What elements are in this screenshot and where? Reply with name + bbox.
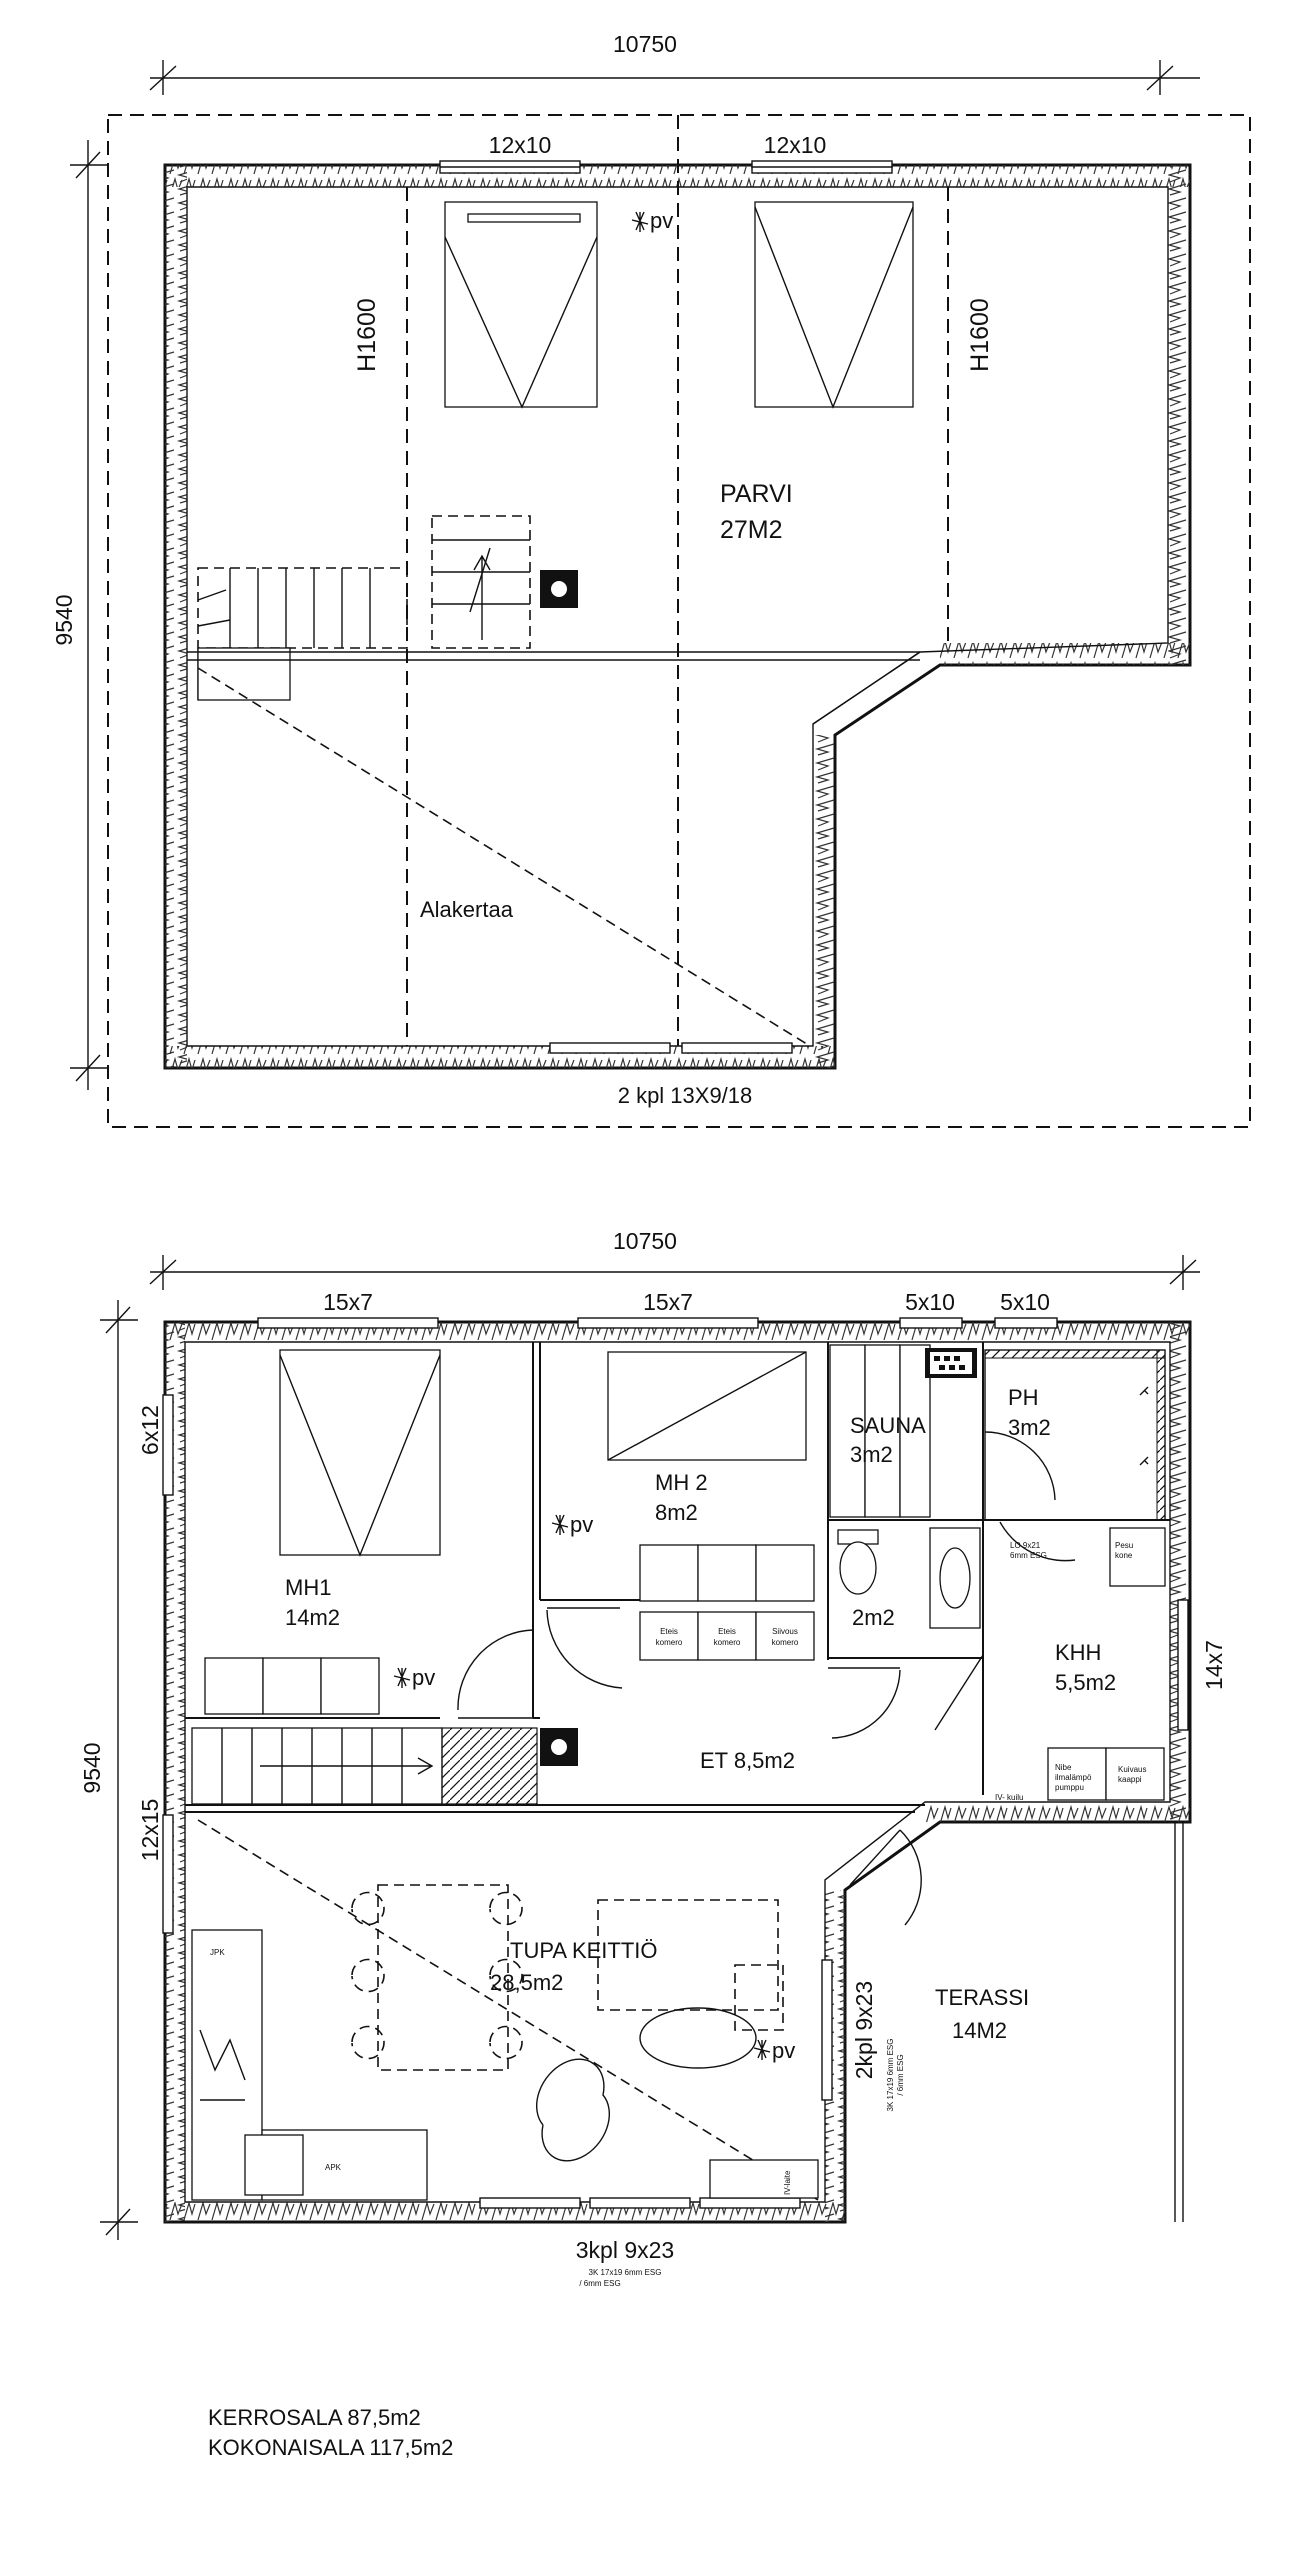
bed-mh1 [280,1350,440,1555]
closet-3-label-b: komero [771,1638,799,1647]
window-top-4 [995,1318,1057,1328]
window-bottom-2 [590,2198,690,2208]
window-terrace [822,1960,832,2100]
upper-floor-plan [51,31,1250,1127]
open-below-label: Alakertaa [420,897,513,922]
nibe-label-a: Nibe [1055,1763,1072,1772]
upper-bottom-window-label: 2 kpl 13X9/18 [617,1083,753,1108]
window-bottom-size: 3kpl 9x23 [575,2237,675,2263]
window-top-2-size: 15x7 [643,1289,693,1315]
window-top-3 [900,1318,962,1328]
closet-2-label-a: Eteis [718,1627,736,1636]
upper-depth-dimension: 9540 [51,594,77,646]
window-terrace-note-1: 3K 17x19 6mm ESG [886,2038,895,2112]
room-area-parvi: 27M2 [720,516,783,544]
room-area-mh2: 8m2 [655,1500,698,1525]
sauna-stove-icon [925,1348,977,1378]
chimney-ground [540,1728,578,1766]
room-area-wc: 2m2 [852,1605,895,1630]
pv-label-tupa: pv [772,2038,796,2063]
upper-window-right [752,161,892,173]
window-top-3-size: 5x10 [905,1289,955,1315]
pv-label-upper: pv [650,208,674,233]
room-name-et: ET 8,5m2 [700,1748,795,1773]
height-label-left: H1600 [353,298,381,372]
lo-label-b: 6mm ESG [1010,1551,1047,1560]
wardrobe-mh2 [640,1545,814,1601]
upper-window-left-size: 12x10 [488,132,552,158]
upper-window-right-size: 12x10 [763,132,827,158]
pesu-label-b: kone [1115,1551,1133,1560]
window-left-bottom [163,1815,173,1933]
room-area-khh: 5,5m2 [1055,1670,1117,1695]
bed-right [755,202,913,407]
window-right [1178,1600,1188,1730]
ground-stairs [192,1728,537,1804]
closet-3-label-a: Siivous [772,1627,798,1636]
ground-floor-plan [79,1228,1227,2288]
bed-left [445,202,597,407]
hall-closets [640,1612,814,1660]
nibe-label-b: ilmalämpö [1055,1773,1092,1782]
iv-shaft-label: IV- kuilu [995,1793,1024,1802]
wardrobe-mh1 [205,1658,379,1714]
total-kerrosala: KERROSALA 87,5m2 [208,2405,421,2430]
window-top-4-size: 5x10 [1000,1289,1050,1315]
window-bottom-note-1: 3K 17x19 6mm ESG [588,2268,662,2277]
room-name-mh2: MH 2 [655,1470,708,1495]
window-bottom-note-2: / 6mm ESG [579,2279,621,2288]
pesu-label-a: Pesu [1115,1541,1134,1550]
room-name-ph: PH [1008,1385,1039,1410]
pv-label-mh2: pv [570,1512,594,1537]
window-bottom-1 [480,2198,580,2208]
lo-label-a: LO 9x21 [1010,1541,1041,1550]
upper-window-left [440,161,580,173]
kuivaus-label-b: kaappi [1118,1775,1142,1784]
closet-2-label-b: komero [713,1638,741,1647]
kuivaus-label-a: Kuivaus [1118,1765,1147,1774]
iv-unit-label: IV-laite [783,2170,792,2195]
window-bottom-3 [700,2198,800,2208]
closet-1-label-a: Eteis [660,1627,678,1636]
total-kokonaisala: KOKONAISALA 117,5m2 [208,2435,454,2460]
window-top-2 [578,1318,758,1328]
room-name-mh1: MH1 [285,1575,332,1600]
room-area-terrace: 14M2 [952,2018,1008,2043]
window-left-top [163,1395,173,1495]
jpk-label: JPK [210,1948,225,1957]
room-name-sauna: SAUNA [850,1413,926,1438]
bed-mh2 [608,1352,806,1460]
chimney-upper [540,570,578,608]
window-left-top-size: 6x12 [137,1405,163,1455]
room-area-ph: 3m2 [1008,1415,1051,1440]
closet-1-label-b: komero [655,1638,683,1647]
window-terrace-note-2: / 6mm ESG [896,2054,905,2096]
room-name-terrace: TERASSI [935,1985,1030,2010]
apk-label: APK [325,2163,342,2172]
room-name-tupa: TUPA KEITTIÖ [510,1938,658,1963]
ground-width-dimension: 10750 [613,1228,677,1254]
window-terrace-size: 2kpl 9x23 [851,1980,877,2080]
drying-cabinet [1106,1748,1164,1800]
room-name-parvi: PARVI [720,480,793,508]
height-label-right: H1600 [966,298,994,372]
window-top-1-size: 15x7 [323,1289,373,1315]
room-area-tupa: 28,5m2 [490,1970,564,1995]
nibe-label-c: pumppu [1055,1783,1084,1792]
window-left-bottom-size: 12x15 [137,1798,163,1862]
room-area-mh1: 14m2 [285,1605,341,1630]
pv-label-mh1: pv [412,1665,436,1690]
window-right-size: 14x7 [1201,1640,1227,1690]
ground-depth-dimension: 9540 [79,1742,105,1794]
room-name-khh: KHH [1055,1640,1102,1665]
upper-width-dimension: 10750 [613,31,677,57]
iv-unit [710,2160,818,2198]
room-area-sauna: 3m2 [850,1442,893,1467]
window-top-1 [258,1318,438,1328]
